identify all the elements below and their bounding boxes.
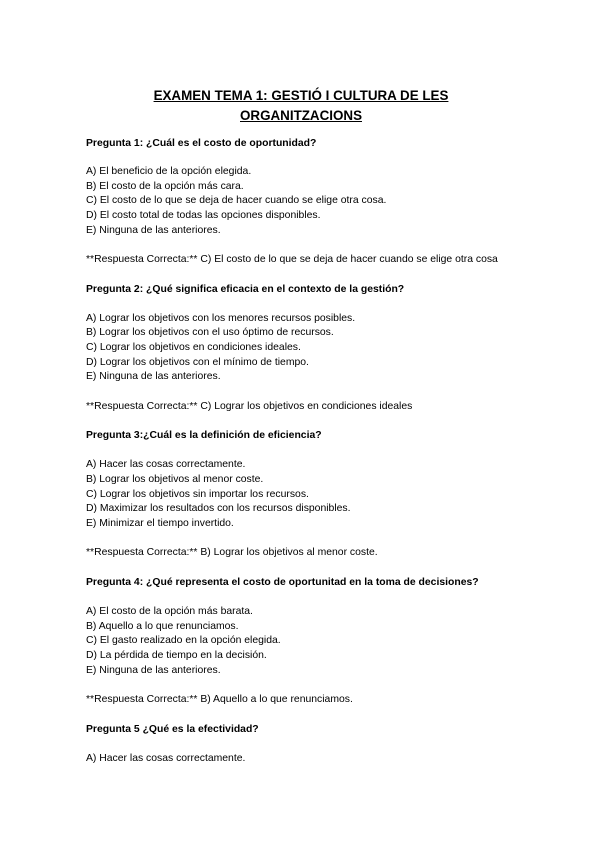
question-4-option-b: B) Aquello a lo que renunciamos.	[86, 621, 239, 632]
page-title-line-1: EXAMEN TEMA 1: GESTIÓ I CULTURA DE LES	[153, 88, 449, 103]
question-3-answer: **Respuesta Correcta:** B) Lograr los objetivos al menor coste.	[86, 547, 378, 558]
question-2-option-d: D) Lograr los objetivos con el mínimo de tiempo.	[86, 357, 309, 368]
question-4-option-e: E) Ninguna de las anteriores.	[86, 665, 221, 676]
question-1-option-c: C) El costo de lo que se deja de hacer cuando se elige otra cosa.	[86, 195, 387, 206]
question-3-option-a: A) Hacer las cosas correctamente.	[86, 459, 246, 470]
question-2-answer: **Respuesta Correcta:** C) Lograr los objetivos en condiciones ideales	[86, 401, 413, 412]
question-5-heading: Pregunta 5 ¿Qué es la efectividad?	[86, 724, 259, 735]
question-4-option-d: D) La pérdida de tiempo en la decisión.	[86, 650, 267, 661]
question-1-option-d: D) El costo total de todas las opciones disponibles.	[86, 210, 321, 221]
question-2-option-b: B) Lograr los objetivos con el uso óptimo de recursos.	[86, 327, 334, 338]
question-3-option-e: E) Minimizar el tiempo invertido.	[86, 518, 234, 529]
page-title	[86, 86, 516, 126]
question-2-option-a: A) Lograr los objetivos con los menores recursos posibles.	[86, 313, 356, 324]
question-5-option-a: A) Hacer las cosas correctamente.	[86, 753, 246, 764]
question-2-option-c: C) Lograr los objetivos en condiciones ideales.	[86, 342, 301, 353]
question-3-heading: Pregunta 3:¿Cuál es la definición de eficiencia?	[86, 430, 322, 441]
question-4-option-c: C) El gasto realizado en la opción elegida.	[86, 635, 281, 646]
page-title-line-2: ORGANITZACIONS	[240, 108, 362, 123]
question-4-answer: **Respuesta Correcta:** B) Aquello a lo que renunciamos.	[86, 694, 353, 705]
question-4-heading: Pregunta 4: ¿Qué representa el costo de oportunitad en la toma de decisiones?	[86, 577, 479, 588]
question-2-heading: Pregunta 2: ¿Qué significa eficacia en el contexto de la gestión?	[86, 284, 405, 295]
question-3-option-c: C) Lograr los objetivos sin importar los recursos.	[86, 489, 309, 500]
question-1-option-b: B) El costo de la opción más cara.	[86, 181, 244, 192]
question-1-option-e: E) Ninguna de las anteriores.	[86, 225, 221, 236]
question-2-option-e: E) Ninguna de las anteriores.	[86, 371, 221, 382]
question-1-heading: Pregunta 1: ¿Cuál es el costo de oportunidad?	[86, 138, 317, 149]
question-1-option-a: A) El beneficio de la opción elegida.	[86, 166, 252, 177]
question-4-option-a: A) El costo de la opción más barata.	[86, 606, 253, 617]
question-3-option-b: B) Lograr los objetivos al menor coste.	[86, 474, 264, 485]
question-1-answer: **Respuesta Correcta:** C) El costo de lo que se deja de hacer cuando se elige otra cosa	[86, 254, 498, 265]
question-3-option-d: D) Maximizar los resultados con los recursos disponibles.	[86, 503, 351, 514]
